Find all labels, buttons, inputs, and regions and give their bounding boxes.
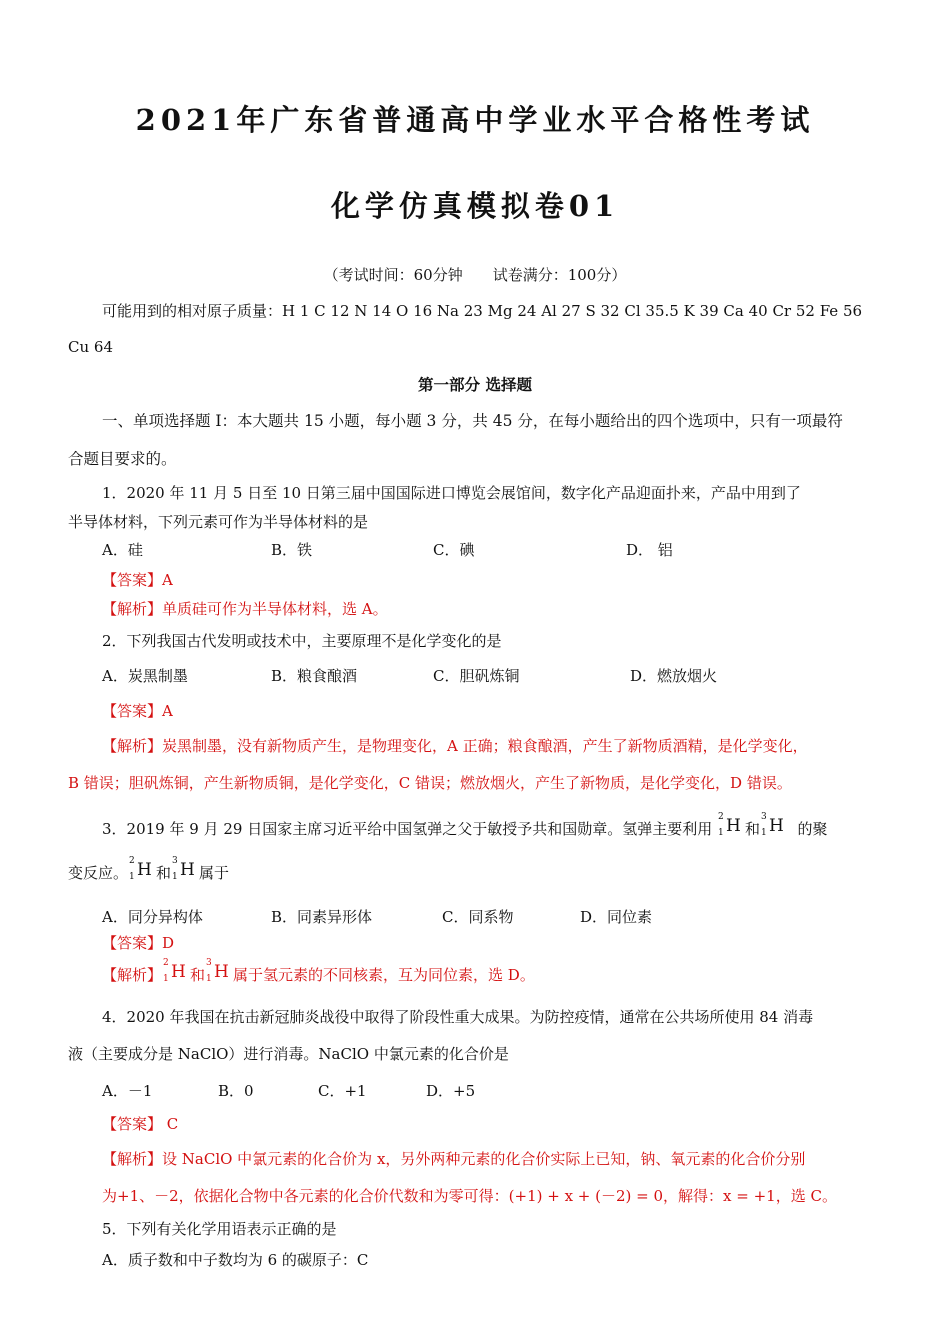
q4-analysis-line1: 【解析】设 NaClO 中氯元素的化合价为 x，另外两种元素的化合价实际上已知，钠、氧元素的化合价分别 — [102, 1150, 806, 1168]
q3-option-c: C．同系物 — [442, 908, 514, 926]
page-title: 2021年广东省普通高中学业水平合格性考试 — [135, 103, 815, 137]
q1-stem-line2: 半导体材料，下列元素可作为半导体材料的是 — [68, 513, 369, 531]
tritium-symbol: 3 1 H — [206, 958, 229, 984]
q3-stem-line1-c: 的聚 — [797, 820, 828, 838]
q4-option-c: C．+1 — [318, 1082, 367, 1100]
q1-option-d: D． 铝 — [626, 541, 673, 559]
q3-stem-line2: 变反应。 2 1 H 和 3 1 H 属于 — [68, 856, 230, 882]
deuterium-symbol: 2 1 H — [129, 856, 152, 882]
q2-option-c: C．胆矾炼铜 — [433, 667, 520, 685]
tritium-symbol: 3 1 H — [172, 856, 195, 882]
q2-answer: 【答案】A — [102, 702, 173, 720]
q3-option-a: A．同分异构体 — [102, 908, 203, 926]
q4-analysis-line2: 为+1、－2，依据化合物中各元素的化合价代数和为零可得：(+1) + x + (－2) = 0，解得：x = +1，选 C。 — [102, 1187, 837, 1205]
deuterium-symbol: 2 1 H — [717, 812, 741, 838]
q5-option-a: A．质子数和中子数均为 6 的碳原子：C — [102, 1251, 369, 1269]
instruction-line1: 一、单项选择题 I：本大题共 15 小题，每小题 3 分，共 45 分，在每小题给出的四个选项中，只有一项最符 — [102, 412, 843, 430]
q3-option-b: B．同素异形体 — [271, 908, 373, 926]
q2-analysis-line2: B 错误；胆矾炼铜，产生新物质铜，是化学变化，C 错误；燃放烟火，产生了新物质，是化学变化，D 错误。 — [68, 774, 792, 792]
instruction-line2: 合题目要求的。 — [68, 450, 177, 468]
q3-stem-line1-b: 和 — [744, 820, 760, 838]
q1-option-b: B．铁 — [271, 541, 313, 559]
q1-answer: 【答案】A — [102, 571, 173, 589]
q5-stem: 5．下列有关化学用语表示正确的是 — [102, 1220, 337, 1238]
q4-stem-line1: 4．2020 年我国在抗击新冠肺炎战役中取得了阶段性重大成果。为防控疫情，通常在公共场所使用 84 消毒 — [102, 1008, 814, 1026]
part-title: 第一部分 选择题 — [418, 375, 532, 394]
q2-option-b: B．粮食酿酒 — [271, 667, 358, 685]
q3-stem-line1-a: 3．2019 年 9 月 29 日国家主席习近平给中国氢弹之父于敏授予共和国勋章。氢弹主要利用 — [102, 820, 713, 838]
atomic-masses-line1: 可能用到的相对原子质量：H 1 C 12 N 14 O 16 Na 23 Mg 24 Al 27 S 32 Cl 35.5 K 39 Ca 40 Cr 52 Fe 56 — [102, 302, 863, 320]
q3-analysis: 【解析】 2 1 H 和 3 1 H 属于氢元素的不同核素，互为同位素，选 D。 — [102, 958, 535, 984]
q4-answer: 【答案】 C — [102, 1115, 179, 1133]
exam-info: （考试时间：60分钟 试卷满分：100分） — [323, 266, 627, 284]
q1-option-c: C．碘 — [433, 541, 475, 559]
q2-stem: 2．下列我国古代发明或技术中，主要原理不是化学变化的是 — [102, 632, 502, 650]
q2-analysis-line1: 【解析】炭黑制墨，没有新物质产生，是物理变化，A 正确；粮食酿酒，产生了新物质酒精，是化学变化， — [102, 737, 808, 755]
q3-stem-line1 — [102, 812, 828, 840]
deuterium-symbol: 2 1 H — [163, 958, 186, 984]
q2-option-a: A．炭黑制墨 — [102, 667, 188, 685]
atomic-masses-line2: Cu 64 — [68, 338, 113, 356]
q1-option-a: A．硅 — [102, 541, 143, 559]
q3-option-d: D．同位素 — [580, 908, 653, 926]
q4-stem-line2: 液（主要成分是 NaClO）进行消毒。NaClO 中氯元素的化合价是 — [68, 1045, 509, 1063]
q2-option-d: D．燃放烟火 — [630, 667, 718, 685]
q4-option-a: A．－1 — [102, 1082, 153, 1100]
q1-analysis: 【解析】单质硅可作为半导体材料，选 A。 — [102, 600, 388, 618]
page-subtitle: 化学仿真模拟卷01 — [330, 189, 620, 223]
q1-stem-line1: 1．2020 年 11 月 5 日至 10 日第三届中国国际进口博览会展馆间，数字化产品迎面扑来，产品中用到了 — [102, 484, 801, 502]
q4-option-b: B．0 — [218, 1082, 254, 1100]
tritium-symbol: 3 1 H — [761, 812, 784, 838]
q3-answer: 【答案】D — [102, 934, 175, 952]
q4-option-d: D．+5 — [426, 1082, 476, 1100]
